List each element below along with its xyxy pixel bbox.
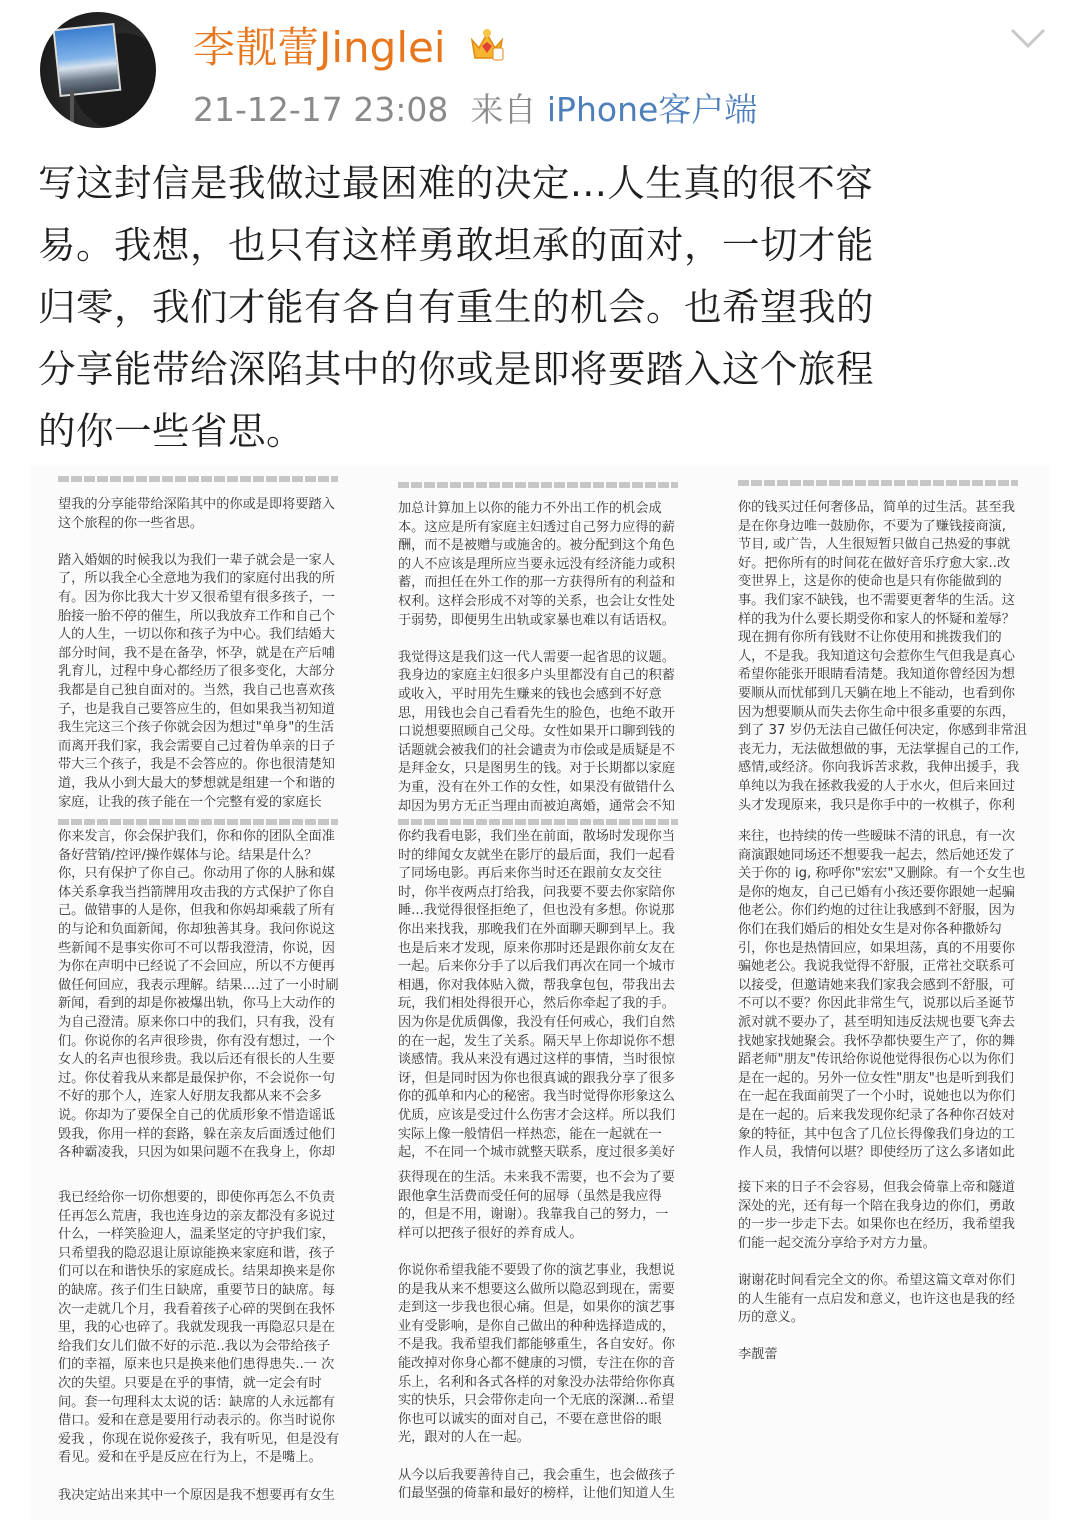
letter-line: 走到这一步我也很心痛。但是，如果你的演艺事: [398, 1300, 675, 1316]
user-name[interactable]: 李靓蕾Jinglei: [193, 23, 446, 72]
letter-line: 你约我看电影，我们坐在前面，散场时发现你当: [398, 829, 675, 844]
letter-line: 的与论和负面新闻，你却独善其身。我问你说这: [58, 921, 335, 937]
letter-line: 在一起在我面前哭了一个小时，说她也以为你们: [738, 1089, 1015, 1105]
letter-line: 李靓蕾: [738, 1347, 778, 1363]
letter-line: 感情,或经济。你向我诉苦求救，我伸出援手，我: [738, 760, 1020, 776]
timestamp: 21-12-17 23:08: [193, 90, 449, 129]
letter-line: 话题就会被我们的社会谴责为市侩或是质疑是不: [398, 742, 675, 758]
letter-line: [398, 1243, 698, 1262]
cropped-line: [738, 480, 1018, 486]
letter-line: 是你的炮友，自己已婚有小孩还要你跟她一起骗: [738, 884, 1015, 900]
letter-line: 于弱势，即便男生出轨或家暴也难以有话语权。: [398, 612, 675, 628]
post-text: [38, 152, 1038, 462]
letter-line: 带大三个孩子，我是不会答应的。你也很清楚知: [58, 757, 335, 773]
letter-line: 任再怎么荒唐，我也连身边的亲友都没有多说过: [58, 1208, 335, 1224]
cropped-line: [58, 476, 338, 482]
letter-line: 样的我为什么要长期受你和家人的怀疑和羞辱？: [738, 611, 1015, 627]
letter-line: 单纯以为我在拯救我爱的人于水火，但后来回过: [738, 778, 1015, 794]
letter-segment: [738, 499, 1038, 819]
letter-line: 因为想要顺从而失去你生命中很多重要的东西，: [738, 704, 1015, 720]
letter-line: 你来发言，你会保护我们，你和你的团队全面准: [58, 829, 335, 844]
letter-line: 们。你说你的名声很珍贵，你有没有想过，一个: [58, 1033, 335, 1049]
letter-line: 乐上，名利和各式各样的对象没办法带给你你真: [398, 1374, 675, 1390]
avatar[interactable]: [40, 12, 156, 128]
letter-line: 毁我，你用一样的套路，躲在亲友后面透过他们: [58, 1126, 335, 1142]
letter-line: 的人不应该是理所应当要永远没有经济能力或积: [398, 556, 675, 572]
letter-line: 口说想要照顾自己父母。女性如果开口聊到钱的: [398, 724, 675, 740]
letter-line: 里，我的心也碎了。我就发现我一再隐忍只是在: [58, 1320, 335, 1336]
letter-line: 获得现在的生活。未来我不需要，也不会为了要: [398, 1170, 675, 1185]
letter-line: 人，不是我。我知道这句会惹你生气但我是真心: [738, 648, 1015, 664]
letter-line: 玩，我们相处得很开心，然后你牵起了我的手。: [398, 996, 675, 1012]
letter-line: 实的快乐，只会带你走向一个无底的深渊...希望: [398, 1393, 675, 1409]
letter-line: 为重，没有在外工作的女性，如果没有做错什么: [398, 779, 675, 795]
letter-line: 部分时间，我不是在备孕，怀孕，就是在产后哺: [58, 645, 335, 661]
letter-line: 只希望我的隐忍退让原谅能换来家庭和谐，孩子: [58, 1245, 335, 1261]
letter-line: 变世界上，这是你的使命也是只有你能做到的: [738, 574, 1002, 590]
post-text-line: 的你一些省思。: [38, 409, 304, 453]
letter-line: 思，用钱也会自己看看先生的脸色，也绝不敢开: [398, 705, 675, 721]
letter-line: 接下来的日子不会容易，但我会倚靠上帝和隧道: [738, 1180, 1015, 1195]
letter-line: 这个旅程的你一些省思。: [58, 515, 204, 531]
letter-line: 我都是自己独自面对的。当然，我自己也喜欢孩: [58, 682, 335, 698]
letter-line: [398, 1448, 698, 1467]
letter-line: 事。我们家不缺钱，也不需要更奢华的生活。这: [738, 592, 1015, 608]
letter-line: 也是后来才发现，原来你那时还是跟你前女友在: [398, 940, 675, 956]
post-text-line: 分享能带给深陷其中的你或是即将要踏入这个旅程: [38, 347, 874, 391]
letter-line: 借口。爱和在意是要用行动表示的。你当时说你: [58, 1413, 335, 1429]
letter-line: 我已经给你一切你想要的，即使你再怎么不负责: [58, 1190, 335, 1205]
letter-line: 起，不在同一个城市就整天联系，度过很多美好: [398, 1145, 675, 1161]
letter-line: 要顺从而忧郁到几天躺在地上不能动，也看到你: [738, 685, 1015, 701]
letter-line: 新闻，看到的却是你被爆出轨，你马上大动作的: [58, 996, 335, 1012]
user-name-row: [193, 22, 505, 74]
letter-line: 各种霸凌我，只因为如果问题不在我身上，你却: [58, 1145, 335, 1161]
letter-line: 女人的名声也很珍贵。我以后还有很长的人生要: [58, 1052, 335, 1068]
letter-line: 骗她老公。我说我觉得不舒服，正常社交联系可: [738, 959, 1015, 975]
letter-line: 爱我 ，你现在说你爱孩子，我有听见，但是没有: [58, 1431, 340, 1447]
letter-line: 头才发现原来，我只是你手中的一枚棋子，你利: [738, 797, 1015, 813]
letter-line: 睡...我觉得很怪拒绝了，但也没有多想。你说那: [398, 903, 675, 919]
letter-line: 不好的那个人，连家人好朋友我都从来不会多: [58, 1089, 322, 1105]
letter-segment: [398, 1169, 698, 1517]
letter-line: 是在一起的。后来我发现你纪录了各种你召妓对: [738, 1107, 1015, 1123]
letter-line: [398, 630, 698, 649]
letter-line: 商演跟她同场还不想要我一起去，然后她还发了: [738, 847, 1015, 863]
letter-line: 不是我。我希望我们都能够重生，各自安好。你: [398, 1337, 675, 1353]
letter-line: 是在一起的。另外一位女性"朋友"也是听到我们: [738, 1070, 1014, 1086]
letter-line: 实际上像一般情侣一样热恋，能在一起就在一: [398, 1126, 662, 1142]
letter-line: 找她家找她聚会。我怀孕都快要生产了，你的舞: [738, 1033, 1015, 1049]
letter-segment: [738, 1179, 1038, 1379]
letter-line: 我生完这三个孩子你就会因为想过"单身"的生活: [58, 720, 334, 736]
letter-segment: [58, 496, 358, 816]
letter-line: 己。做错事的人是你，但我和你妈却乘载了所有: [58, 903, 335, 919]
letter-line: 的，但是不用，谢谢）。我靠我自己的努力，一: [398, 1207, 669, 1223]
letter-line: 看见。爱和在乎是反应在行为上，不是嘴上。: [58, 1450, 322, 1466]
post-text-line: 写这封信是我做过最困难的决定...人生真的很不容: [38, 161, 874, 205]
letter-line: 却因为男方无正当理由而被迫离婚，通常会不知: [398, 798, 675, 814]
letter-line: 深处的光，还有每一个陪在我身边的你们，勇敢: [738, 1198, 1015, 1214]
letter-line: 光，跟对的人在一起。: [398, 1430, 530, 1446]
letter-line: 次一走就几个月，我看着孩子心碎的哭倒在我怀: [58, 1301, 335, 1317]
letter-line: 体关系拿我当挡箭牌用攻击我的方式保护了你自: [58, 884, 335, 900]
letter-line: 引，你也是热情回应，如果坦荡，真的不用要你: [738, 940, 1015, 956]
letter-line: 些新闻不是事实你可不可以帮我澄清，你说，因: [58, 940, 335, 956]
letter-line: 是拜金女，只是图男生的钱。对于长期都以家庭: [398, 761, 675, 777]
avatar-easel: [70, 90, 74, 124]
letter-line: 你也可以诚实的面对自己，不要在意世俗的眼: [398, 1411, 662, 1427]
letter-image[interactable]: [30, 466, 1050, 1520]
letter-line: 给我们女儿们做不好的示范..我以为会带给孩子: [58, 1338, 331, 1354]
letter-segment: [738, 828, 1038, 1168]
letter-line: 样可以把孩子很好的养育成人。: [398, 1225, 583, 1241]
letter-line: 因为你是优质偶像，我没有任何戒心，我们自然: [398, 1014, 675, 1030]
letter-line: 派对就不要办了，甚至明知违反法规也要飞奔去: [738, 1014, 1015, 1030]
letter-line: 间。套一句理科太太说的话：缺席的人永远都有: [58, 1394, 335, 1410]
letter-line: 道，我从小到大最大的梦想就是组建一个和谐的: [58, 775, 335, 791]
post-text-line: 易。我想，也只有这样勇敢坦承的面对，一切才能: [38, 223, 874, 267]
letter-segment: [398, 500, 698, 820]
letter-line: 加总计算加上以你的能力不外出工作的机会成: [398, 501, 662, 516]
letter-line: 丧无力，无法做想做的事，无法掌握自己的工作,: [738, 741, 1020, 757]
source-client[interactable]: iPhone客户端: [546, 90, 758, 129]
letter-line: 现在拥有你所有钱财不让你使用和挑拨我们的: [738, 630, 1002, 646]
letter-line: 望我的分享能带给深陷其中的你或是即将要踏入: [58, 497, 335, 512]
letter-line: 或收入，平时用先生赚来的钱也会感到不好意: [398, 686, 662, 702]
letter-line: 踏入婚姻的时候我以为我们一辈子就会是一家人: [58, 552, 335, 568]
letter-line: 我决定站出来其中一个原因是我不想要再有女生: [58, 1487, 335, 1503]
letter-line: 他老公。你们约炮的过往让我感到不舒服，因为: [738, 903, 1015, 919]
letter-line: 好。把你所有的时间花在做好音乐疗愈大家..改: [738, 555, 1011, 571]
letter-segment: [398, 828, 698, 1168]
letter-line: 来往，也持续的传一些暧昧不清的讯息，有一次: [738, 829, 1015, 844]
letter-line: 备好营销/控评/操作媒体与论。结果是什么？: [58, 847, 318, 863]
letter-line: 蹈老师"朋友"传讯给你说他觉得很伤心以为你们: [738, 1052, 1014, 1068]
crown-vip-icon[interactable]: [469, 28, 505, 62]
letter-segment: [58, 828, 358, 1168]
letter-line: 跟他拿生活费而受任何的屈辱（虽然是我应得: [398, 1188, 662, 1204]
letter-line: 业有受影响，是你自己做出的种种选择造成的，: [398, 1318, 675, 1334]
letter-line: 时的绯闻女友就坐在影厅的最后面，我们一起看: [398, 847, 675, 863]
letter-line: 关于你的 ig, 称呼你"宏宏"又删除。有一个女生也: [738, 866, 1026, 882]
letter-line: 做任何回应，我表示理解。结果....过了一小时刷: [58, 977, 339, 993]
letter-segment: [58, 1189, 358, 1514]
letter-line: 你的孤单和内心的秘密。我当时觉得你形象这么: [398, 1089, 675, 1105]
letter-line: 人的人生，一切以你和孩子为中心。我们结婚大: [58, 627, 335, 643]
letter-line: 为自己澄清。原来你口中的我们，只有我，没有: [58, 1014, 335, 1030]
cropped-line: [58, 819, 338, 825]
letter-line: 乳育儿，过程中身心都经历了很多变化，大部分: [58, 664, 335, 680]
letter-line: [738, 1328, 1038, 1347]
letter-line: 相遇，你对我体贴入微，帮我拿包包，带我出去: [398, 977, 675, 993]
letter-line: 象的特征，其中包含了几位长得像我们身边的工: [738, 1126, 1015, 1142]
letter-line: 不可以不要？你因此非常生气，说那以后圣诞节: [738, 996, 1015, 1012]
letter-line: 历的意义。: [738, 1310, 804, 1326]
letter-line: 到了 37 岁仍无法自己做任何决定，你感到非常沮: [738, 723, 1027, 739]
letter-line: 胎接一胎不停的催生，所以我放弃工作和自己个: [58, 608, 335, 624]
letter-line: 一起。后来你分手了以后我们再次在同一个城市: [398, 959, 675, 975]
letter-line: 过。你仗着我从来都是最保护你，不会说你一句: [58, 1070, 335, 1086]
chevron-down-icon[interactable]: [1008, 24, 1048, 54]
letter-line: 你说你希望我能不要毁了你的演艺事业，我想说: [398, 1262, 675, 1278]
letter-line: 了，所以我全心全意地为我们的家庭付出我的所: [58, 571, 335, 587]
letter-line: 你，只有保护了你自己。你动用了你的人脉和媒: [58, 866, 335, 882]
letter-line: 家庭，让我的孩子能在一个完整有爱的家庭长: [58, 794, 322, 810]
post-meta: [193, 88, 757, 132]
letter-line: 的在一起，发生了关系。隔天早上你却说你不想: [398, 1033, 675, 1049]
letter-line: 时，你半夜两点打给我，问我要不要去你家陪你: [398, 884, 675, 900]
letter-line: 你出来找我，那晚我们在外面聊天聊到早上。我: [398, 921, 675, 937]
letter-line: 的人生能有一点启发和意义，也许这也是我的经: [738, 1291, 1015, 1307]
letter-line: 优质，应该是受过什么伤害才会这样。所以我们: [398, 1107, 675, 1123]
letter-line: 从今以后我要善待自己，我会重生，也会做孩子: [398, 1467, 675, 1483]
letter-line: 本。这应是所有家庭主妇透过自己努力应得的薪: [398, 519, 675, 535]
letter-line: 们可以在和谐快乐的家庭成长。结果却换来是你: [58, 1264, 335, 1280]
letter-line: 节目, 或广告，人生很短暂只做自己热爱的事就: [738, 537, 1011, 553]
letter-line: 的一步一步走下去。如果你也在经历，我希望我: [738, 1217, 1015, 1233]
letter-line: 而离开我们家，我会需要自己过着伪单亲的日子: [58, 738, 335, 754]
letter-line: 能改掉对你身心都不健康的习惯，专注在你的音: [398, 1355, 675, 1371]
letter-line: 们的幸福，原来也只是换来他们患得患失..一 次: [58, 1357, 335, 1373]
letter-line: [58, 1468, 358, 1487]
letter-line: 我身边的家庭主妇很多户头里都没有自己的积蓄: [398, 668, 675, 684]
letter-line: 权利。这样会形成不对等的关系，也会让女性处: [398, 593, 675, 609]
letter-line: 为你在声明中已经说了不会回应，所以不方便再: [58, 959, 335, 975]
letter-line: 讶，但是同时因为你也很真诚的跟我分享了很多: [398, 1070, 675, 1086]
letter-line: 是在你身边唯一鼓励你，不要为了赚钱接商演,: [738, 518, 1006, 534]
from-label: 来自: [470, 90, 537, 129]
letter-line: 希望你能张开眼睛看清楚。我知道你曾经因为想: [738, 667, 1015, 683]
letter-line: 次的失望。只要是在乎的事情，就一定会有时: [58, 1375, 322, 1391]
avatar-painting: [53, 23, 122, 97]
letter-line: 了同场电影。再后来你当时还在跟前女友交往: [398, 866, 662, 882]
letter-line: 谈感情。我从来没有遇过这样的事情，当时很惊: [398, 1052, 675, 1068]
letter-line: 说。你却为了要保全自己的优质形象不惜造谣诋: [58, 1107, 335, 1123]
letter-line: 谢谢花时间看完全文的你。希望这篇文章对你们: [738, 1272, 1015, 1288]
letter-line: 我觉得这是我们这一代人需要一起省思的议题。: [398, 649, 675, 665]
letter-line: 的是我从来不想要这么做所以隐忍到现在，需要: [398, 1281, 675, 1297]
post-text-line: 归零，我们才能有各自有重生的机会。也希望我的: [38, 285, 874, 329]
letter-line: 作人员，我情何以堪？即使经历了这么多诸如此: [738, 1145, 1015, 1161]
letter-line: 你的钱买过任何奢侈品，简单的过生活。甚至我: [738, 500, 1015, 515]
cropped-line: [398, 482, 678, 488]
letter-line: [738, 1253, 1038, 1272]
letter-line: 以接受，但邀请她来我们家我会感到不舒服，可: [738, 977, 1015, 993]
letter-line: 什么，一样笑脸迎人，温柔坚定的守护我们家，: [58, 1227, 335, 1243]
letter-line: 有。因为你比我大十岁又很希望有很多孩子，一: [58, 589, 335, 605]
letter-line: [58, 533, 358, 552]
letter-line: 们能一起交流分享给予对方力量。: [738, 1235, 936, 1251]
letter-line: 酬，而不是被赠与或施舍的。被分配到这个角色: [398, 538, 675, 554]
letter-line: 你们在我们婚后的相处女生是对你各种撒娇勾: [738, 921, 1002, 937]
letter-line: 的缺席。孩子们生日缺席，重要节日的缺席。每: [58, 1282, 335, 1298]
letter-line: 们最坚强的倚靠和最好的榜样，让他们知道人生: [398, 1486, 675, 1502]
letter-line: 蓄，而担任在外工作的那一方获得所有的利益和: [398, 575, 675, 591]
letter-line: 子，也是我自己要答应生的，但如果我当初知道: [58, 701, 335, 717]
